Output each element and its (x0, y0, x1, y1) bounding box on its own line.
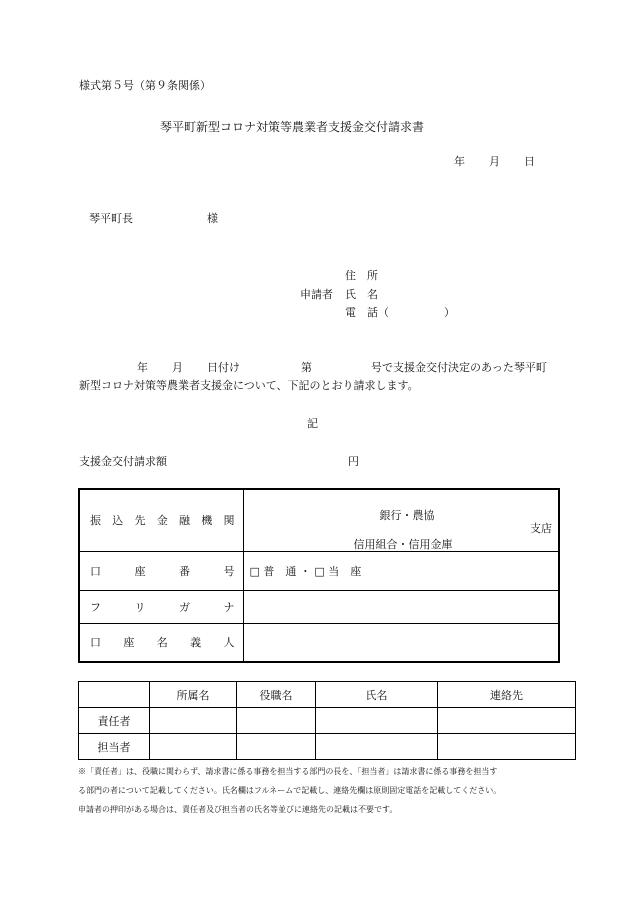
bank-label: 振 込 先 金 融 機 関 (90, 514, 235, 528)
account-number-label: 口 座 番 号 (90, 564, 235, 578)
applicant-label: 申請者 (300, 288, 333, 301)
contact-row-label-responsible: 責任者 (79, 708, 150, 734)
account-holder-label-cell (79, 623, 243, 662)
bank-value-cell[interactable] (243, 489, 559, 551)
furigana-value-cell[interactable] (243, 590, 559, 623)
contact-cell[interactable] (316, 734, 438, 760)
address-label: 住 所 (345, 269, 378, 282)
contact-header-position: 役職名 (237, 682, 316, 708)
date-day: 日 (524, 155, 535, 168)
contact-header-blank (79, 682, 150, 708)
page-title: 琴平町新型コロナ対策等農業者支援金交付請求書 (160, 120, 425, 134)
note-line-2: る部門の者について記載してください。氏名欄はフルネームで記載し、連絡先欄は原則固定電話を記載してください。 (78, 786, 502, 795)
bank-label-cell (79, 489, 243, 551)
account-number-label-cell (79, 551, 243, 590)
furigana-label: フ リ ガ ナ (90, 600, 235, 614)
note-line-3: 申請者の押印がある場合は、責任者及び担当者の氏名等並びに連絡先の記載は不要です。 (78, 805, 398, 814)
addressee-sama: 様 (207, 212, 218, 225)
bank-type-line1: 銀行・農協 (379, 509, 435, 522)
contact-header-name: 氏名 (316, 682, 438, 708)
body-year: 年 (137, 361, 148, 374)
body-line1-rest: 号で支援金交付決定のあった琴平町 (371, 361, 547, 374)
addressee-mayor: 琴平町長 (89, 212, 133, 225)
body-dai: 第 (301, 361, 312, 374)
date-year: 年 (454, 155, 465, 168)
phone-label: 電 話（ ） (345, 306, 455, 319)
date-month: 月 (489, 155, 500, 168)
amount-label: 支援金交付請求額 (79, 455, 167, 468)
account-holder-label: 口 座 名 義 人 (90, 636, 235, 650)
furigana-label-cell (79, 590, 243, 623)
contact-cell[interactable] (237, 734, 316, 760)
branch-label: 支店 (530, 522, 552, 535)
body-line2: 新型コロナ対策等農業者支援金について、下記のとおり請求します。 (79, 379, 419, 392)
name-label: 氏 名 (345, 288, 378, 301)
contact-cell[interactable] (438, 734, 576, 760)
contact-cell[interactable] (150, 734, 237, 760)
form-number: 様式第５号（第９条関係） (79, 79, 211, 92)
contact-cell[interactable] (438, 708, 576, 734)
contact-cell[interactable] (237, 708, 316, 734)
bank-table (78, 488, 560, 663)
body-month: 月 (172, 361, 183, 374)
account-type-cell[interactable] (243, 551, 559, 590)
contact-header-department: 所属名 (150, 682, 237, 708)
body-dated: 日付け (207, 361, 240, 374)
ki-heading: 記 (307, 417, 318, 430)
amount-unit: 円 (348, 455, 359, 468)
contact-table (78, 681, 576, 760)
contact-row-label-staff: 担当者 (79, 734, 150, 760)
account-holder-value-cell[interactable] (243, 623, 559, 662)
contact-cell[interactable] (316, 708, 438, 734)
bank-type-line2: 信用組合・信用金庫 (353, 538, 453, 551)
note-line-1: ※「責任者」は、役職に関わらず、請求書に係る事務を担当する部門の長を、「担当者」は請求書に係る事務を担当す (78, 767, 498, 776)
account-type-options[interactable]: □ 普 通 ・ □ 当 座 (249, 564, 362, 578)
contact-cell[interactable] (150, 708, 237, 734)
contact-header-phone: 連絡先 (438, 682, 576, 708)
